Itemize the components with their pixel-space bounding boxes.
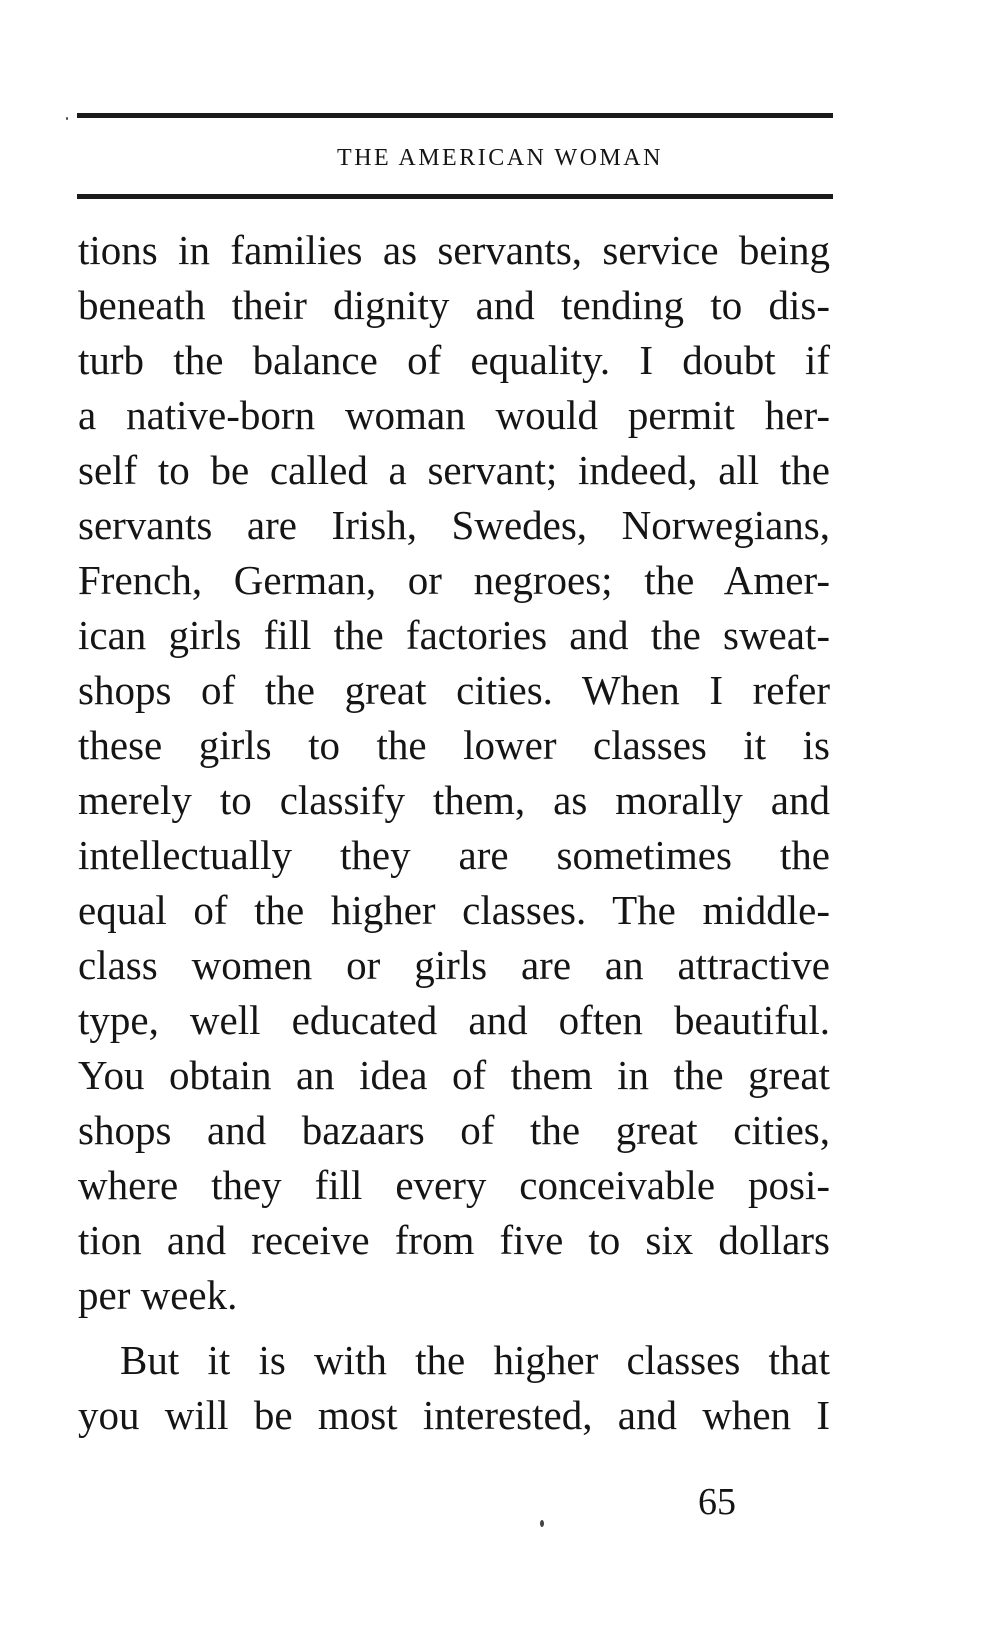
text-line: turb the balance of equality. I doubt if — [78, 337, 830, 383]
text-line: But it is with the higher classes that — [120, 1337, 830, 1383]
text-line: a native-born woman would permit her- — [78, 392, 830, 438]
text-line: per week. — [78, 1272, 238, 1318]
text-line: type, well educated and often beautiful. — [78, 997, 830, 1043]
text-line: French, German, or negroes; the Amer- — [78, 557, 830, 603]
body-text — [78, 223, 830, 1443]
paragraph — [78, 1333, 830, 1443]
text-line: equal of the higher classes. The middle- — [78, 887, 830, 933]
text-line: you will be most interested, and when I — [78, 1392, 830, 1438]
text-line: where they fill every conceivable posi- — [78, 1162, 830, 1208]
text-line: self to be called a servant; indeed, all the — [78, 447, 830, 493]
text-line: ican girls fill the factories and the sweat- — [78, 612, 830, 658]
paragraph-gap — [78, 1323, 830, 1333]
text-line: tion and receive from five to six dollars — [78, 1217, 830, 1263]
paragraph — [78, 223, 830, 1323]
text-line: beneath their dignity and tending to dis- — [78, 282, 830, 328]
text-line: merely to classify them, as morally and — [78, 777, 830, 823]
text-line: these girls to the lower classes it is — [78, 722, 830, 768]
text-line: tions in families as servants, service being — [78, 227, 830, 273]
text-line: shops of the great cities. When I refer — [78, 667, 830, 713]
running-head: THE AMERICAN WOMAN — [337, 145, 663, 171]
text-line: servants are Irish, Swedes, Norwegians, — [78, 502, 830, 548]
text-line: You obtain an idea of them in the great — [78, 1052, 830, 1098]
page-number: 65 — [698, 1481, 736, 1523]
ink-speck — [540, 1520, 544, 1527]
text-line: shops and bazaars of the great cities, — [78, 1107, 830, 1153]
header-top-rule — [77, 113, 833, 118]
text-line: class women or girls are an attractive — [78, 942, 830, 988]
text-line: intellectually they are sometimes the — [78, 832, 830, 878]
header-bottom-rule — [77, 194, 833, 199]
ink-speck — [66, 117, 68, 120]
